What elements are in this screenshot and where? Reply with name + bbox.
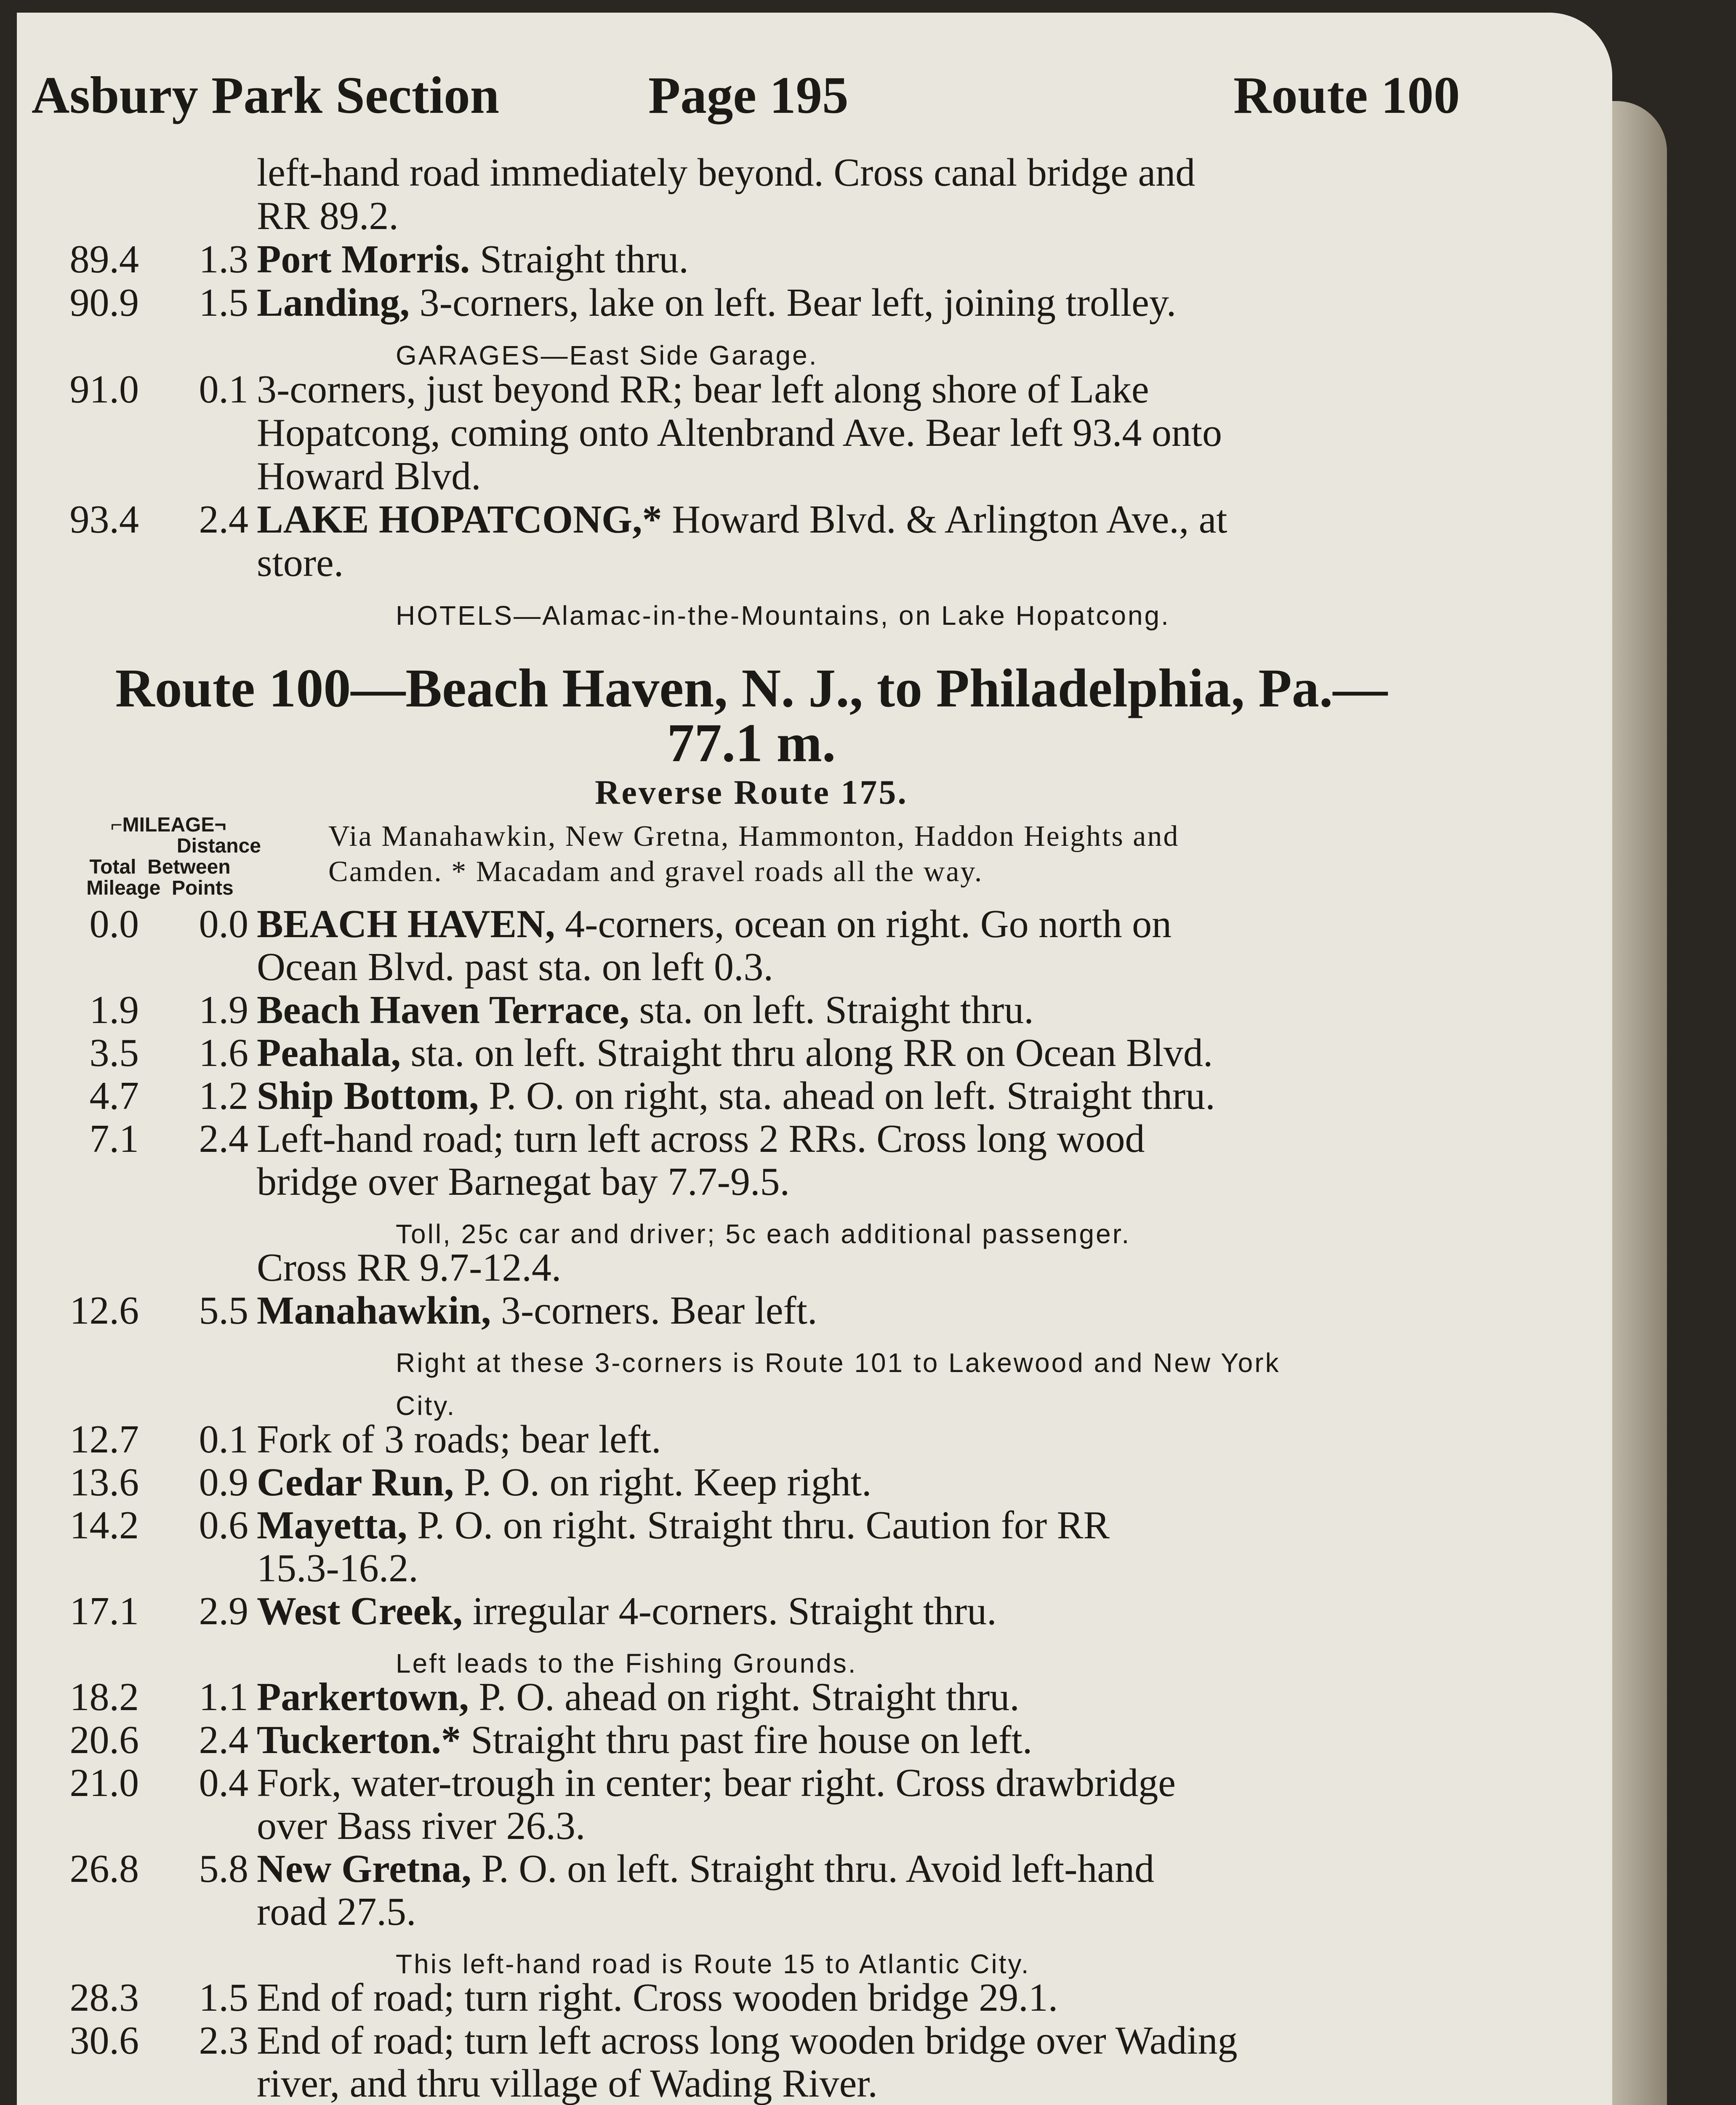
place-name: Beach Haven Terrace, <box>257 988 630 1032</box>
entry-continuation <box>17 152 1612 194</box>
route-length: 77.1 m. <box>667 713 836 773</box>
direction-text: P. O. on left. Straight thru. Avoid left-hand <box>471 1847 1155 1891</box>
distance-between: 2.4 <box>199 1718 248 1762</box>
direction-text: sta. on left. Straight thru along RR on Ocean Blvd. <box>401 1031 1213 1075</box>
mileage-entry <box>17 1461 1612 1503</box>
total-mileage: 89.4 <box>69 237 139 281</box>
entry-continuation <box>17 542 1612 584</box>
direction-text: Left-hand road; turn left across 2 RRs. Cross long wood <box>257 1117 1145 1161</box>
total-mileage: 30.6 <box>69 2019 139 2062</box>
entry-continuation <box>17 1633 1612 1679</box>
entry-continuation <box>17 1204 1612 1249</box>
mileage-entry <box>17 989 1612 1031</box>
total-mileage: 28.3 <box>69 1976 139 2020</box>
direction-text: P. O. on right. Straight thru. Caution for RR <box>407 1503 1110 1547</box>
mileage-entry <box>17 903 1612 945</box>
entry-continuation <box>17 1161 1612 1203</box>
distance-between: 2.3 <box>199 2019 248 2062</box>
direction-text: 3-corners, just beyond RR; bear left along shore of Lake <box>257 368 1149 411</box>
total-mileage: 4.7 <box>89 1074 139 1118</box>
distance-between: 0.1 <box>199 1418 248 1461</box>
distance-between: 0.0 <box>199 902 248 946</box>
total-mileage: 93.4 <box>69 498 139 541</box>
direction-text: bridge over Barnegat bay 7.7-9.5. <box>257 1160 790 1204</box>
direction-text: Straight thru. <box>470 237 689 281</box>
direction-text: left-hand road immediately beyond. Cross canal bridge and <box>257 151 1195 195</box>
distance-label: Distance <box>176 835 261 857</box>
entry-note: GARAGES—East Side Garage. <box>396 340 818 370</box>
distance-between: 5.5 <box>199 1289 248 1332</box>
direction-text: irregular 4-corners. Straight thru. <box>463 1589 997 1633</box>
direction-text: 3-corners. Bear left. <box>491 1289 817 1332</box>
mileage-entry <box>17 1590 1612 1632</box>
route-header: Route 100 <box>1233 67 1460 125</box>
mileage-entry <box>17 1075 1612 1117</box>
entry-note: City. <box>396 1391 456 1421</box>
place-name: West Creek, <box>257 1589 463 1633</box>
direction-text: Hopatcong, coming onto Altenbrand Ave. Bear left 93.4 onto <box>257 411 1222 455</box>
total-mileage: 13.6 <box>69 1460 139 1504</box>
total-mileage: 1.9 <box>89 988 139 1032</box>
distance-between: 1.5 <box>199 1976 248 2020</box>
reverse-route-note: Reverse Route 175. <box>595 773 908 811</box>
mileage-entry <box>17 1032 1612 1074</box>
place-name: Mayetta, <box>257 1503 407 1547</box>
total-mileage: 90.9 <box>69 281 139 325</box>
via-line-1: Via Manahawkin, New Gretna, Hammonton, Haddon Heights and <box>328 820 1180 853</box>
total-mileage: 21.0 <box>69 1761 139 1805</box>
mileage-label: MILEAGE <box>122 814 215 836</box>
place-name: Peahala, <box>257 1031 401 1075</box>
place-name: Parkertown, <box>257 1675 469 1719</box>
distance-between: 1.2 <box>199 1074 248 1118</box>
mileage-entry <box>17 1719 1612 1761</box>
place-name: Port Morris. <box>257 237 470 281</box>
direction-text: Fork of 3 roads; bear left. <box>257 1418 661 1461</box>
entry-continuation <box>17 1891 1612 1933</box>
page-number-header: Page 195 <box>648 67 849 125</box>
direction-text: Howard Blvd. & Arlington Ave., at <box>662 498 1227 541</box>
section-header: Asbury Park Section <box>32 67 500 125</box>
place-name: BEACH HAVEN, <box>257 902 555 946</box>
place-name: Tuckerton.* <box>257 1718 461 1762</box>
direction-text: Howard Blvd. <box>257 454 481 498</box>
total-mileage: 91.0 <box>69 368 139 411</box>
direction-text: Fork, water-trough in center; bear right. Cross drawbridge <box>257 1761 1176 1805</box>
direction-text: 15.3-16.2. <box>257 1546 418 1590</box>
direction-text: river, and thru village of Wading River. <box>257 2062 878 2105</box>
place-name: Cedar Run, <box>257 1460 454 1504</box>
direction-text: over Bass river 26.3. <box>257 1804 586 1848</box>
place-name: New Gretna, <box>257 1847 471 1891</box>
route-title: Route 100—Beach Haven, N. J., to Philadelphia, Pa.— <box>115 658 1388 719</box>
direction-text: RR 89.2. <box>257 194 399 238</box>
mileage-col-label: Mileage <box>86 877 161 899</box>
total-mileage: 7.1 <box>89 1117 139 1161</box>
direction-text: P. O. on right. Keep right. <box>454 1460 872 1504</box>
entry-continuation <box>17 1332 1612 1378</box>
distance-between: 0.6 <box>199 1503 248 1547</box>
total-label: Total <box>89 856 136 878</box>
direction-text: Cross RR 9.7-12.4. <box>257 1246 562 1290</box>
total-mileage: 14.2 <box>69 1503 139 1547</box>
mileage-entry <box>17 1676 1612 1718</box>
place-name: LAKE HOPATCONG,* <box>257 498 662 541</box>
distance-between: 1.6 <box>199 1031 248 1075</box>
entry-continuation <box>17 2062 1612 2105</box>
direction-text: End of road; turn right. Cross wooden bridge 29.1. <box>257 1976 1058 2020</box>
entry-note: Toll, 25c car and driver; 5c each additional passenger. <box>396 1219 1131 1249</box>
entry-continuation <box>17 412 1612 454</box>
place-name: Landing, <box>257 281 410 325</box>
total-mileage: 3.5 <box>89 1031 139 1075</box>
entry-continuation <box>17 195 1612 237</box>
total-mileage: 12.6 <box>69 1289 139 1332</box>
entry-continuation <box>17 946 1612 988</box>
distance-between: 1.9 <box>199 988 248 1032</box>
entry-continuation <box>17 1375 1612 1421</box>
total-mileage: 20.6 <box>69 1718 139 1762</box>
distance-between: 1.3 <box>199 237 248 281</box>
entry-continuation <box>17 585 1612 631</box>
total-mileage: 17.1 <box>69 1589 139 1633</box>
entry-continuation <box>17 325 1612 370</box>
direction-text: P. O. ahead on right. Straight thru. <box>469 1675 1020 1719</box>
mileage-entry <box>17 282 1612 324</box>
entry-continuation <box>17 455 1612 497</box>
mileage-column-key: ⌐MILEAGE¬ Distance Total Between Mileage Points <box>42 815 278 899</box>
direction-text: 3-corners, lake on left. Bear left, joining trolley. <box>410 281 1177 325</box>
entry-continuation <box>17 1805 1612 1847</box>
entry-continuation <box>17 1547 1612 1589</box>
mileage-entry <box>17 2020 1612 2062</box>
direction-text: P. O. on right, sta. ahead on left. Straight thru. <box>479 1074 1215 1118</box>
place-name: Manahawkin, <box>257 1289 491 1332</box>
total-mileage: 0.0 <box>89 902 139 946</box>
book-page <box>17 13 1612 2105</box>
mileage-entry <box>17 238 1612 280</box>
direction-text: sta. on left. Straight thru. <box>629 988 1034 1032</box>
distance-between: 2.4 <box>199 1117 248 1161</box>
direction-text: road 27.5. <box>257 1890 416 1934</box>
mileage-entry <box>17 368 1612 410</box>
total-mileage: 26.8 <box>69 1847 139 1891</box>
mileage-entry <box>17 1504 1612 1546</box>
via-line-2: Camden. * Macadam and gravel roads all the way. <box>328 855 983 888</box>
direction-text: Ocean Blvd. past sta. on left 0.3. <box>257 945 773 989</box>
mileage-entry <box>17 498 1612 541</box>
direction-text: Straight thru past fire house on left. <box>461 1718 1033 1762</box>
mileage-entry <box>17 1118 1612 1160</box>
mileage-entry <box>17 1848 1612 1890</box>
mileage-entry <box>17 1418 1612 1460</box>
total-mileage: 12.7 <box>69 1418 139 1461</box>
direction-text: 4-corners, ocean on right. Go north on <box>555 902 1172 946</box>
total-mileage: 18.2 <box>69 1675 139 1719</box>
distance-between: 5.8 <box>199 1847 248 1891</box>
entry-note: Right at these 3-corners is Route 101 to Lakewood and New York <box>396 1348 1281 1378</box>
mileage-entry <box>17 1977 1612 2019</box>
points-label: Points <box>172 877 234 899</box>
entry-continuation <box>17 1247 1612 1289</box>
place-name: Ship Bottom, <box>257 1074 479 1118</box>
between-label: Between <box>147 856 231 878</box>
distance-between: 0.4 <box>199 1761 248 1805</box>
distance-between: 0.9 <box>199 1460 248 1504</box>
direction-text: store. <box>257 541 344 585</box>
entry-continuation <box>17 1934 1612 1979</box>
distance-between: 1.1 <box>199 1675 248 1719</box>
distance-between: 0.1 <box>199 368 248 411</box>
direction-text: End of road; turn left across long wooden bridge over Wading <box>257 2019 1238 2062</box>
distance-between: 2.4 <box>199 498 248 541</box>
entry-note: Left leads to the Fishing Grounds. <box>396 1648 857 1679</box>
entry-note: This left-hand road is Route 15 to Atlantic City. <box>396 1949 1030 1979</box>
entry-note: HOTELS—Alamac-in-the-Mountains, on Lake Hopatcong. <box>396 600 1170 631</box>
distance-between: 1.5 <box>199 281 248 325</box>
mileage-entry <box>17 1290 1612 1332</box>
route-via-description <box>328 819 1179 890</box>
distance-between: 2.9 <box>199 1589 248 1633</box>
mileage-entry <box>17 1762 1612 1804</box>
